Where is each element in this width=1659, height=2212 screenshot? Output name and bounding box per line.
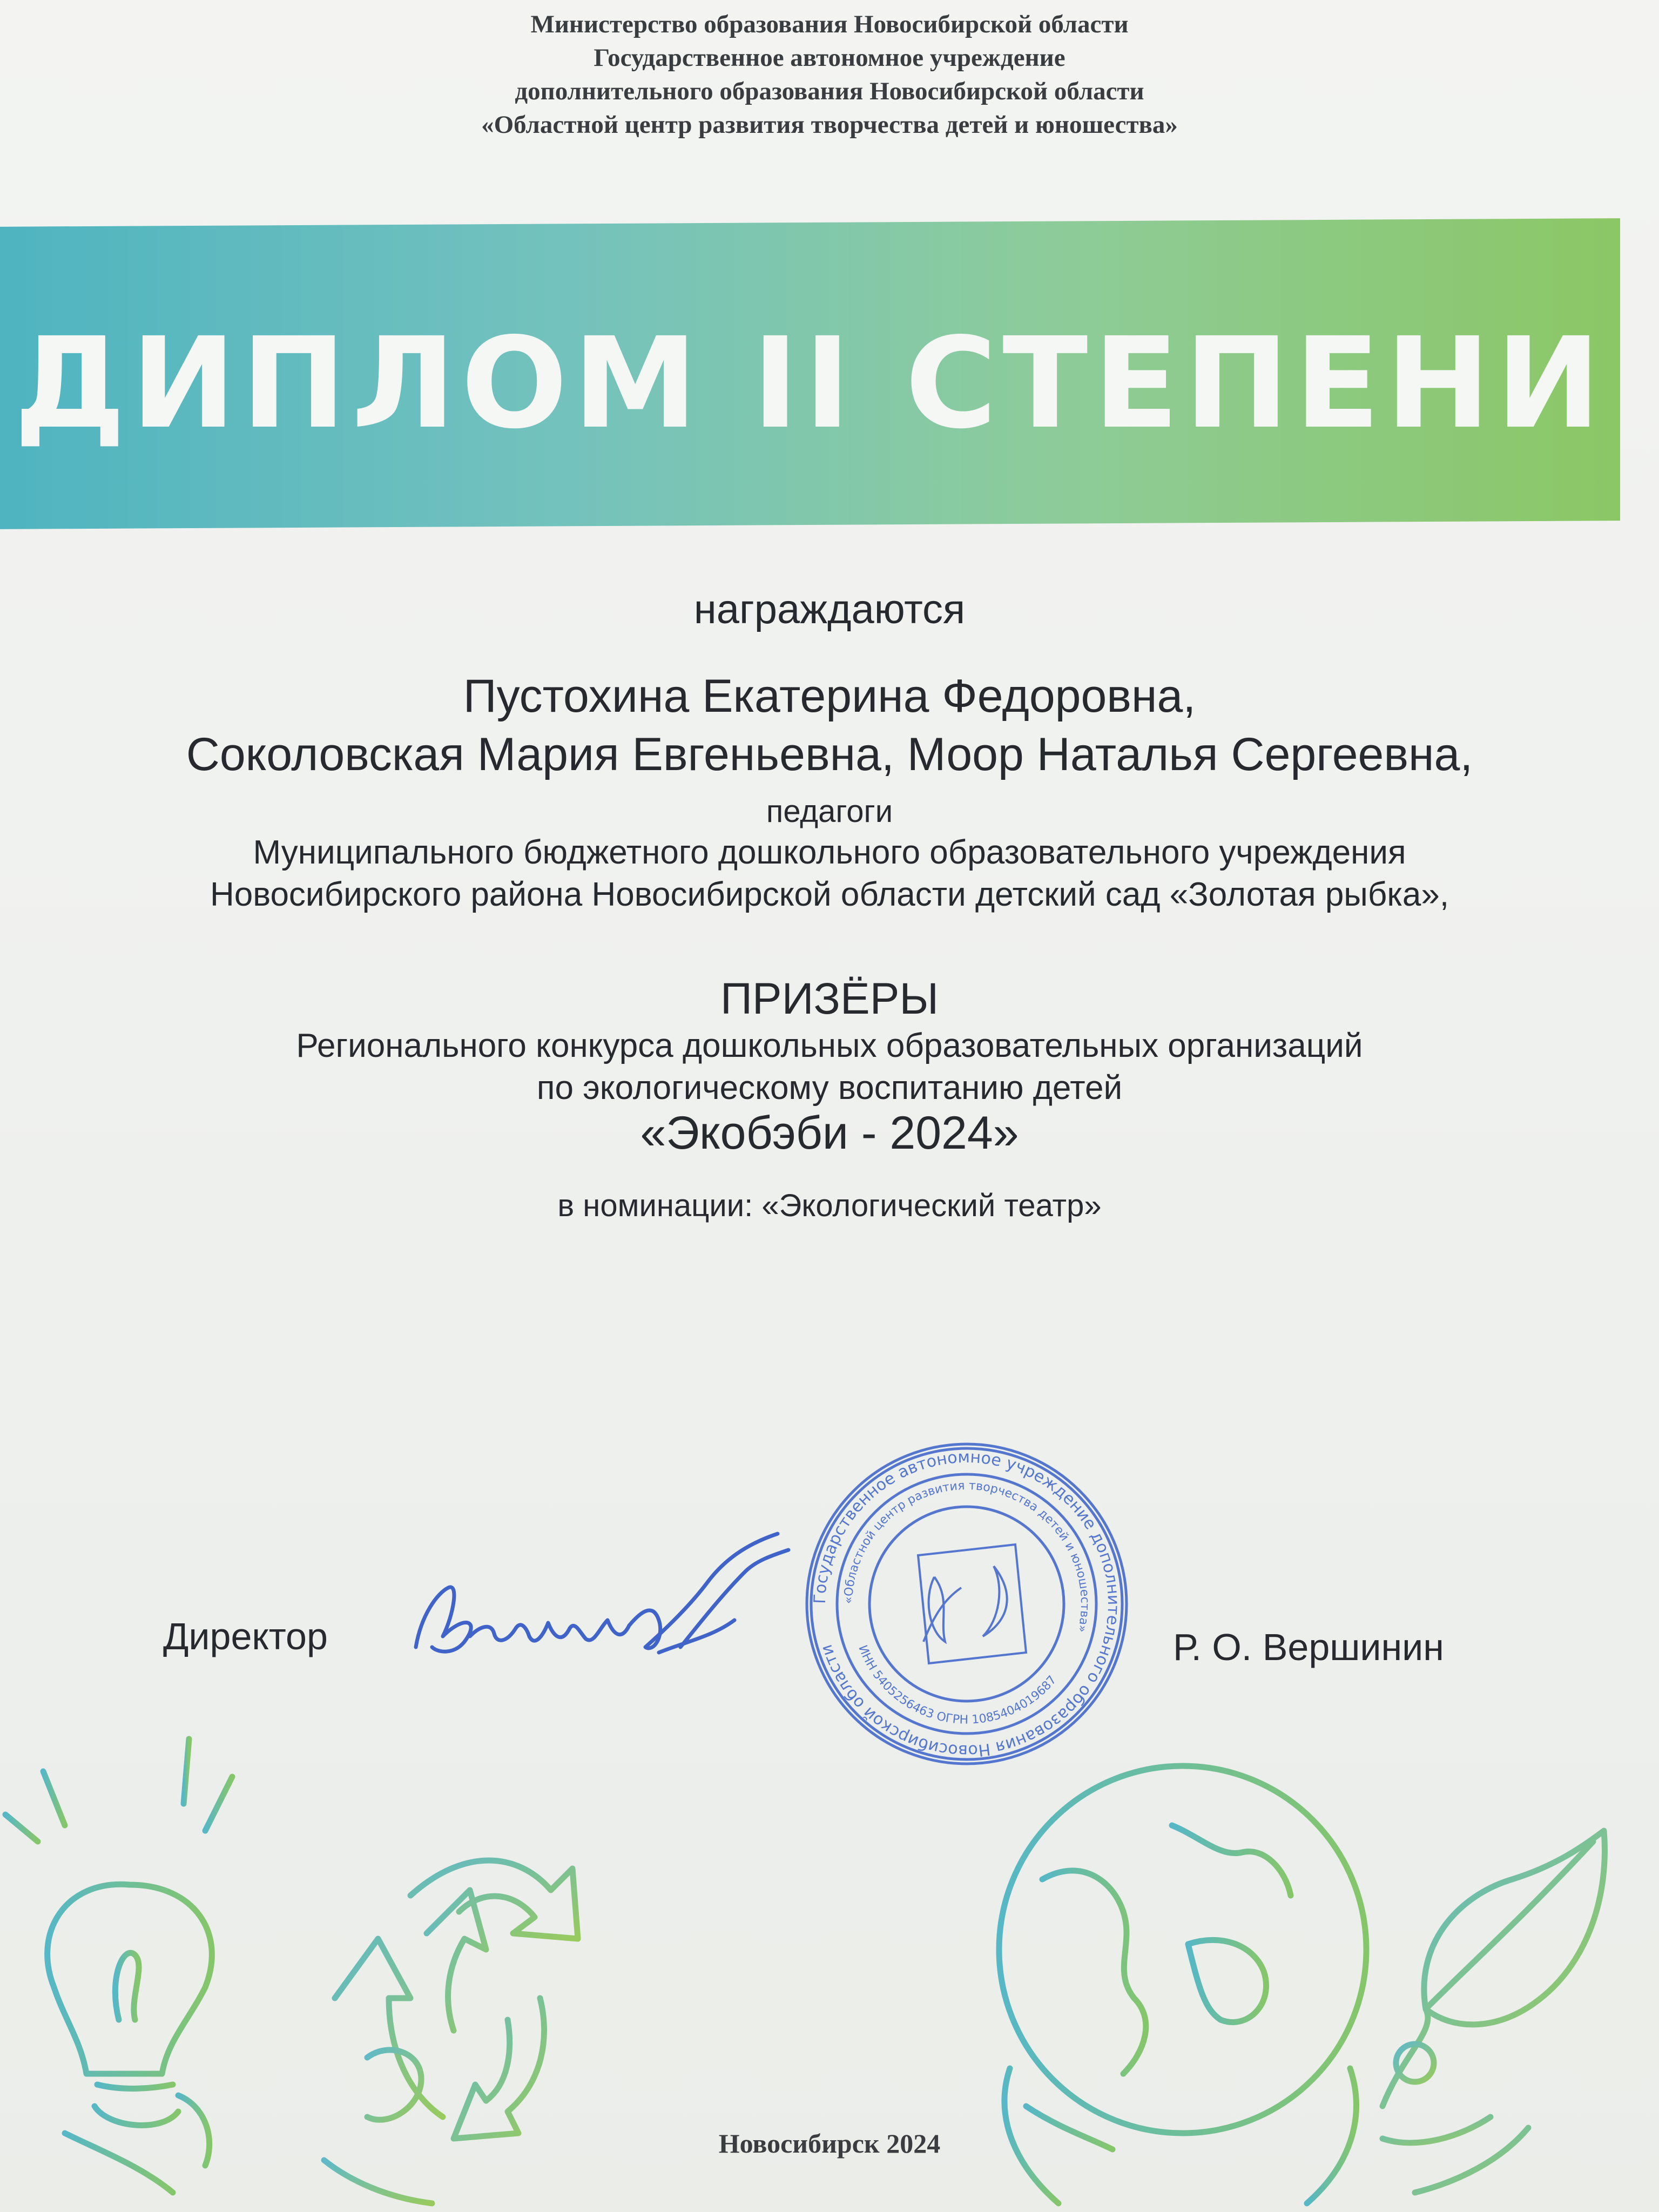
- place-year: Новосибирск 2024: [718, 2128, 941, 2159]
- organization-line: Новосибирского района Новосибирской области детский сад «Золотая рыбка»,: [210, 876, 1449, 913]
- lightbulb-icon: [5, 1739, 232, 2193]
- issuer-header: [0, 8, 1659, 141]
- contest-title: «Экобэби - 2024»: [640, 1107, 1019, 1159]
- signature-text: Вершинин: [400, 1512, 402, 1513]
- awarded-label: награждаются: [693, 586, 966, 632]
- stamp-inner-text: «Областной центр развития творчества детей и юношества»: [841, 1479, 1092, 1634]
- contest-line: Регионального конкурса дошкольных образовательных организаций: [296, 1027, 1363, 1064]
- director-label: Директор: [163, 1615, 328, 1657]
- issuer-line: Министерство образования Новосибирской области: [530, 10, 1129, 38]
- recipient-line: Соколовская Мария Евгеньевна, Моор Наталья Сергеевна,: [186, 729, 1473, 780]
- issuer-line: дополнительного образования Новосибирской области: [515, 77, 1144, 105]
- issuer-line: Государственное автономное учреждение: [594, 44, 1065, 72]
- contest-line: по экологическому воспитанию детей: [536, 1069, 1123, 1107]
- organization: [0, 832, 1659, 916]
- stamp-outer-text: Государственное автономное учреждение дополнительного образования Новосибирской области: [810, 1447, 1123, 1761]
- nomination: в номинации: «Экологический театр»: [557, 1188, 1102, 1223]
- recipient-role: педагоги: [766, 794, 893, 829]
- issuer-line: «Областной центр развития творчества детей и юношества»: [481, 111, 1178, 139]
- contest-description: [0, 1025, 1659, 1109]
- recipient-line: Пустохина Екатерина Федоровна,: [463, 670, 1196, 722]
- winners-label: ПРИЗЁРЫ: [720, 974, 939, 1023]
- director-signature: [400, 1512, 810, 1696]
- recipient-names: [0, 667, 1659, 784]
- diploma-title: ДИПЛОМ II СТЕПЕНИ: [14, 311, 1606, 456]
- stamp-id: ИНН 5405256463 ОГРН 1085404019687: [855, 1643, 1060, 1727]
- organization-line: Муниципального бюджетного дошкольного образовательного учреждения: [253, 834, 1406, 871]
- director-name: Р. О. Вершинин: [1173, 1626, 1444, 1668]
